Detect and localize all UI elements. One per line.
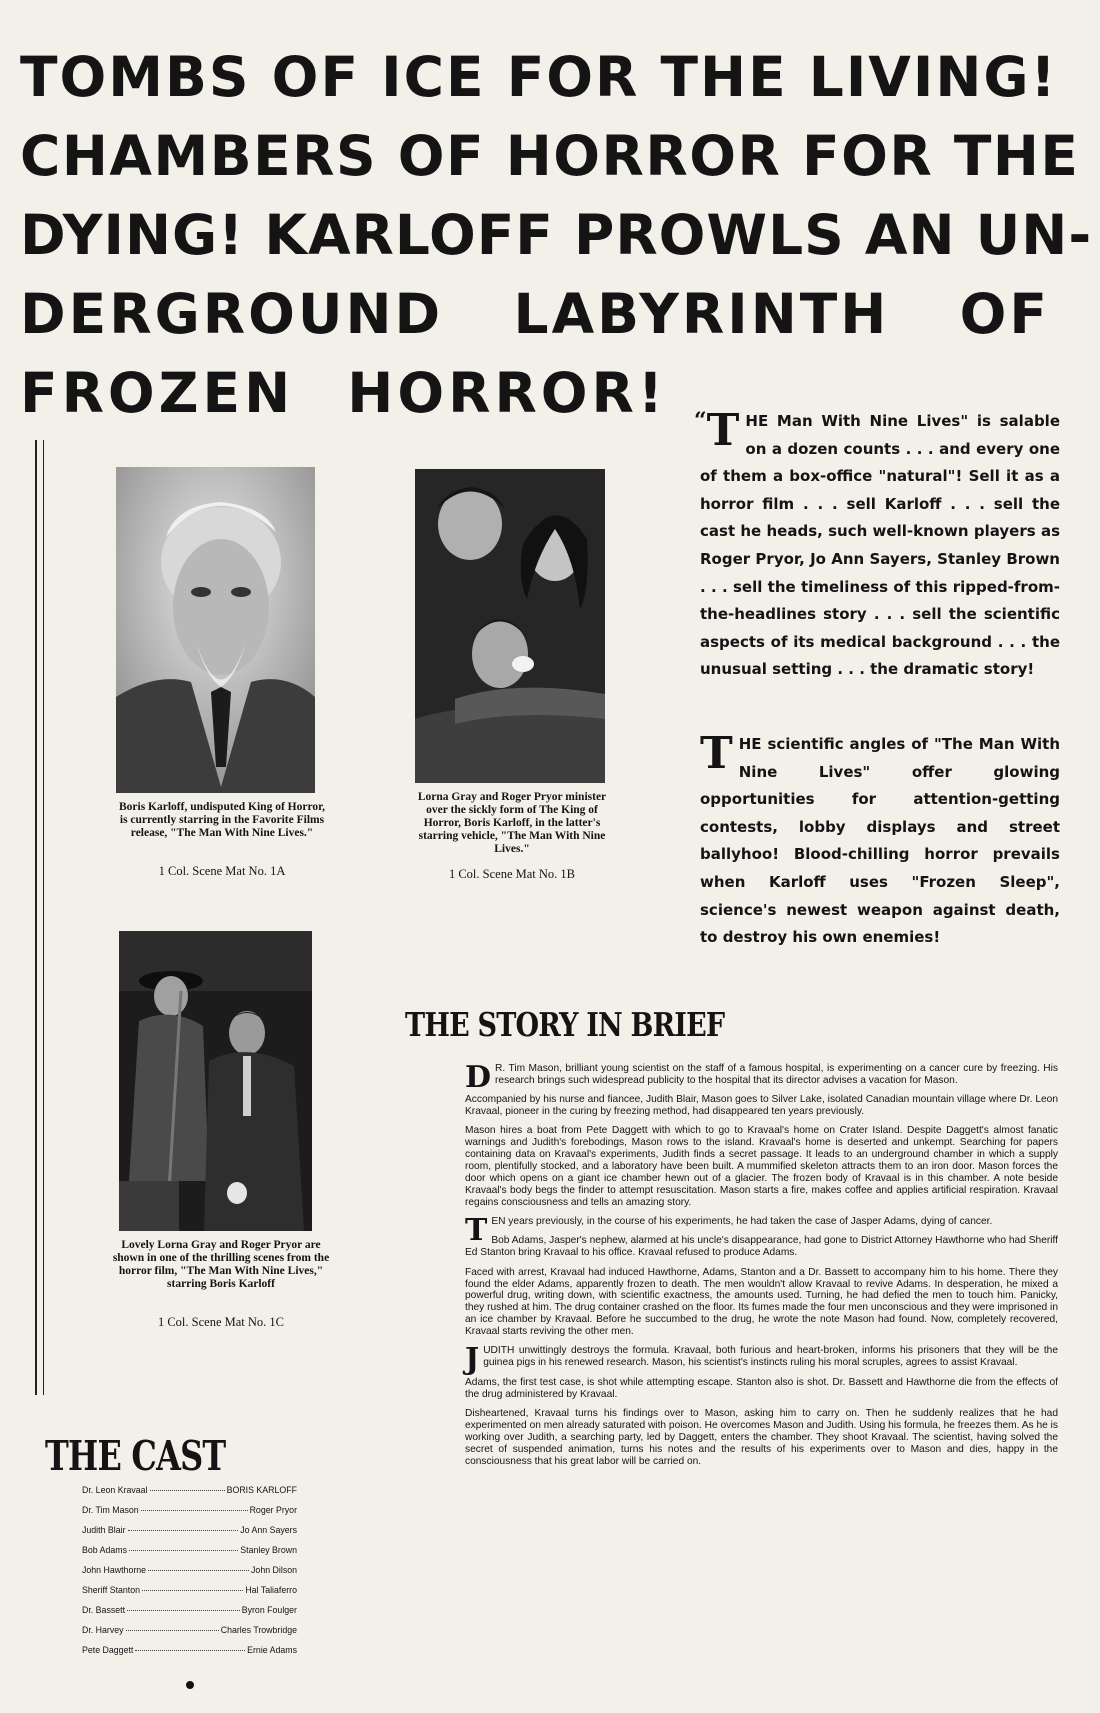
cast-row <box>82 1545 297 1565</box>
promo-1-text: HE Man With Nine Lives" is salable on a dozen counts . . . and every one of them a box-office "natural"! Sell it as a horror film . . . sell Karloff . . . sell the cast he heads, such well-known players as Roger Pryor, Jo Ann Sayers, Stanley Brown . . . sell the timeliness of this ripped-from-the-headlines story . . . sell the scientific aspects of its medical background . . . the unusual setting . . . the dramatic story! <box>700 412 1060 679</box>
story-paragraph-1 <box>465 1060 1058 1095</box>
cast-row <box>82 1585 297 1605</box>
story-p4-text: EN years previously, in the course of his experiments, he had taken the case of Jasper Adams, dying of cancer. <box>491 1216 993 1228</box>
cast-leader-dots <box>148 1570 249 1571</box>
promo-1-drop-cap: T <box>706 405 740 456</box>
cast-actor: Byron Foulger <box>241 1605 297 1615</box>
story-drop-cap-d: D <box>465 1060 492 1095</box>
photo-1c-caption: Lovely Lorna Gray and Roger Pryor are shown in one of the thrilling scenes from the horror film, "The Man With Nine Lives," starring Boris Karloff <box>112 1239 330 1290</box>
photo-1b-caption: Lorna Gray and Roger Pryor minister over the sickly form of The King of Horror, Boris Karloff, in the latter's starring vehicle, "The Man With Nine Lives." <box>417 791 607 855</box>
promo-2-text: HE scientific angles of "The Man With Nine Lives" offer glowing opportunities for attention-getting contests, lobby displays and street ballyhoo! Blood-chilling horror prevails when Karloff uses "Frozen Sleep", science's newest weapon against death, to destroy his own enemies! <box>700 735 1060 947</box>
headline-line-5: FROZEN HORROR! <box>20 361 667 425</box>
left-rule-inner <box>43 440 44 1395</box>
cast-leader-dots <box>126 1630 219 1631</box>
cast-role: Bob Adams <box>82 1545 127 1555</box>
story-paragraph-5: Bob Adams, Jasper's nephew, alarmed at his uncle's disappearance, had gone to District Attorney Hawthorne who had Sheriff Ed Stanton bring Kravaal to his office. Kravaal refused to produce Adams. <box>465 1235 1058 1259</box>
cast-row <box>82 1605 297 1625</box>
promo-2-drop-cap: T <box>700 728 733 779</box>
cast-row <box>82 1645 297 1665</box>
cast-role: Judith Blair <box>82 1525 126 1535</box>
cast-actor: Roger Pryor <box>249 1505 297 1515</box>
story-paragraph-6: Faced with arrest, Kravaal had induced Hawthorne, Adams, Stanton and a Dr. Bassett to accompany him to his home. There they found the elder Adams, apparently frozen to death. The men wouldn't allow Kravaal to revive Adams. In desperation, he mixed a powerful drug, writing down, with scientific exactness, the amounts used. Turning, he had defied the men to touch him. Panicky, they rushed at him. The drug container crashed on the floor. Its fumes made the four men unconscious and they were imprisoned in an ice chamber by Kravaal. Before he succumbed to the drug, he wrote the note Mason had found. Now, completely recovered, Kravaal starts reviving the other men. <box>465 1266 1058 1338</box>
headline-line-1: TOMBS OF ICE FOR THE LIVING! <box>20 45 1058 109</box>
cast-list <box>82 1485 297 1665</box>
photo-thrilling-scene <box>119 931 312 1231</box>
cast-leader-dots <box>135 1650 245 1651</box>
story-drop-cap-j: J <box>465 1342 480 1378</box>
story-p1-text: R. Tim Mason, brilliant young scientist on the staff of a famous hospital, is experimenting on a cancer cure by freezing. His research brings such widespread publicity to the hospital that its director advises a vacation for Mason. <box>495 1063 1058 1086</box>
promo-paragraph-2 <box>700 728 1060 952</box>
cast-row <box>82 1505 297 1525</box>
photo-1a-mat-number: 1 Col. Scene Mat No. 1A <box>158 864 286 878</box>
story-drop-cap-t: T <box>465 1213 488 1249</box>
cast-actor: Jo Ann Sayers <box>240 1525 297 1535</box>
photo-1a-caption: Boris Karloff, undisputed King of Horror, is currently starring in the Favorite Films release, "The Man With Nine Lives." <box>118 801 326 839</box>
story-paragraph-2: Accompanied by his nurse and fiancee, Judith Blair, Mason goes to Silver Lake, isolated Canadian mountain village where Dr. Leon Kravaal, pioneer in the curing by freezing method, had disappeared ten years previously. <box>465 1094 1058 1118</box>
cast-role: Pete Daggett <box>82 1645 134 1655</box>
cast-leader-dots <box>150 1490 225 1491</box>
story-paragraph-9: Disheartened, Kravaal turns his findings over to Mason, asking him to carry on. Then he suddenly realizes that he had experimented on men already saturated with poison. He overcomes Mason and Judith. Using his formula, he freezes them. As he is working over Judith, a searching party, led by Daggett, enters the chamber. They shoot Kravaal. The scientist, having solved the secret of suspended animation, turns his notes and the results of his experiments over to Mason and dies, happy in the consciousness that his great labor will be carried on. <box>465 1407 1058 1467</box>
cast-leader-dots <box>127 1610 240 1611</box>
photo-1c-mat-number: 1 Col. Scene Mat No. 1C <box>157 1315 285 1329</box>
promo-1-open-quote: “ <box>694 408 707 434</box>
cast-actor: BORIS KARLOFF <box>226 1485 297 1495</box>
left-rule-outer <box>35 440 37 1395</box>
story-title: THE STORY IN BRIEF <box>405 1005 725 1044</box>
cast-title: THE CAST <box>45 1432 226 1480</box>
karloff-portrait-image <box>116 467 315 793</box>
bullet-dot <box>186 1681 194 1689</box>
story-p7-text: UDITH unwittingly destroys the formula. Kravaal, both furious and heart-broken, informs his prisoners that they will be the guinea pigs in his renewed research. Mason, his scientist's instincts ruling his moral scruples, agrees to assist Kravaal. <box>483 1345 1058 1369</box>
story-body <box>465 1060 1058 1475</box>
headline-line-2: CHAMBERS OF HORROR FOR THE <box>20 124 1080 188</box>
thrilling-scene-image <box>119 931 312 1231</box>
cast-role: Dr. Tim Mason <box>82 1505 139 1515</box>
cast-actor: Stanley Brown <box>240 1545 297 1555</box>
photo-karloff-portrait <box>116 467 315 793</box>
cast-actor: John Dilson <box>251 1565 297 1575</box>
cast-leader-dots <box>128 1530 239 1531</box>
cast-row <box>82 1485 297 1505</box>
headline <box>20 38 1093 433</box>
story-paragraph-3: Mason hires a boat from Pete Daggett with which to go to Kravaal's home on Crater Island. Despite Daggett's almost fanatic warnings and Judith's forebodings, Mason rows to the island. Kravaal's home is deserted and unkempt. Searching for papers containing data on Kravaal's experiments, Judith finds a secret passage. It leads to an underground chamber in which a supply room, plentifully stocked, and a laboratory have been built. A mummified skeleton attracts them to an iron door. Mason forces the door which opens on a giant ice chamber hewn out of a glacier. The frozen body of Kravaal is in this chamber. A note beside Kravaal's body begs the finder to attempt resuscitation. Mason starts a fire, makes coffee and applies artificial respiration. Kravaal regains consciousness and tells an amazing story. <box>465 1125 1058 1208</box>
cast-actor: Ernie Adams <box>247 1645 297 1655</box>
cast-leader-dots <box>141 1510 248 1511</box>
photo-bedside-scene <box>415 469 605 783</box>
cast-leader-dots <box>142 1590 243 1591</box>
photo-1b-mat-number: 1 Col. Scene Mat No. 1B <box>448 867 576 881</box>
headline-line-3: DYING! KARLOFF PROWLS AN UN- <box>20 203 1093 267</box>
cast-role: Dr. Bassett <box>82 1605 126 1615</box>
cast-actor: Hal Taliaferro <box>245 1585 297 1595</box>
cast-role: Sheriff Stanton <box>82 1585 141 1595</box>
cast-role: John Hawthorne <box>82 1565 147 1575</box>
headline-line-4: DERGROUND LABYRINTH OF <box>20 282 1050 346</box>
cast-row <box>82 1565 297 1585</box>
cast-row <box>82 1625 297 1645</box>
cast-role: Dr. Leon Kravaal <box>82 1485 148 1495</box>
promo-paragraph-1 <box>694 405 1060 684</box>
cast-role: Dr. Harvey <box>82 1625 124 1635</box>
cast-leader-dots <box>129 1550 238 1551</box>
story-paragraph-7 <box>465 1342 1058 1378</box>
story-paragraph-8: Adams, the first test case, is shot while attempting escape. Stanton also is shot. Dr. Bassett and Hawthorne die from the effects of the drug administered by Kravaal. <box>465 1376 1058 1400</box>
cast-actor: Charles Trowbridge <box>220 1625 297 1635</box>
cast-row <box>82 1525 297 1545</box>
bedside-scene-image <box>415 469 605 783</box>
